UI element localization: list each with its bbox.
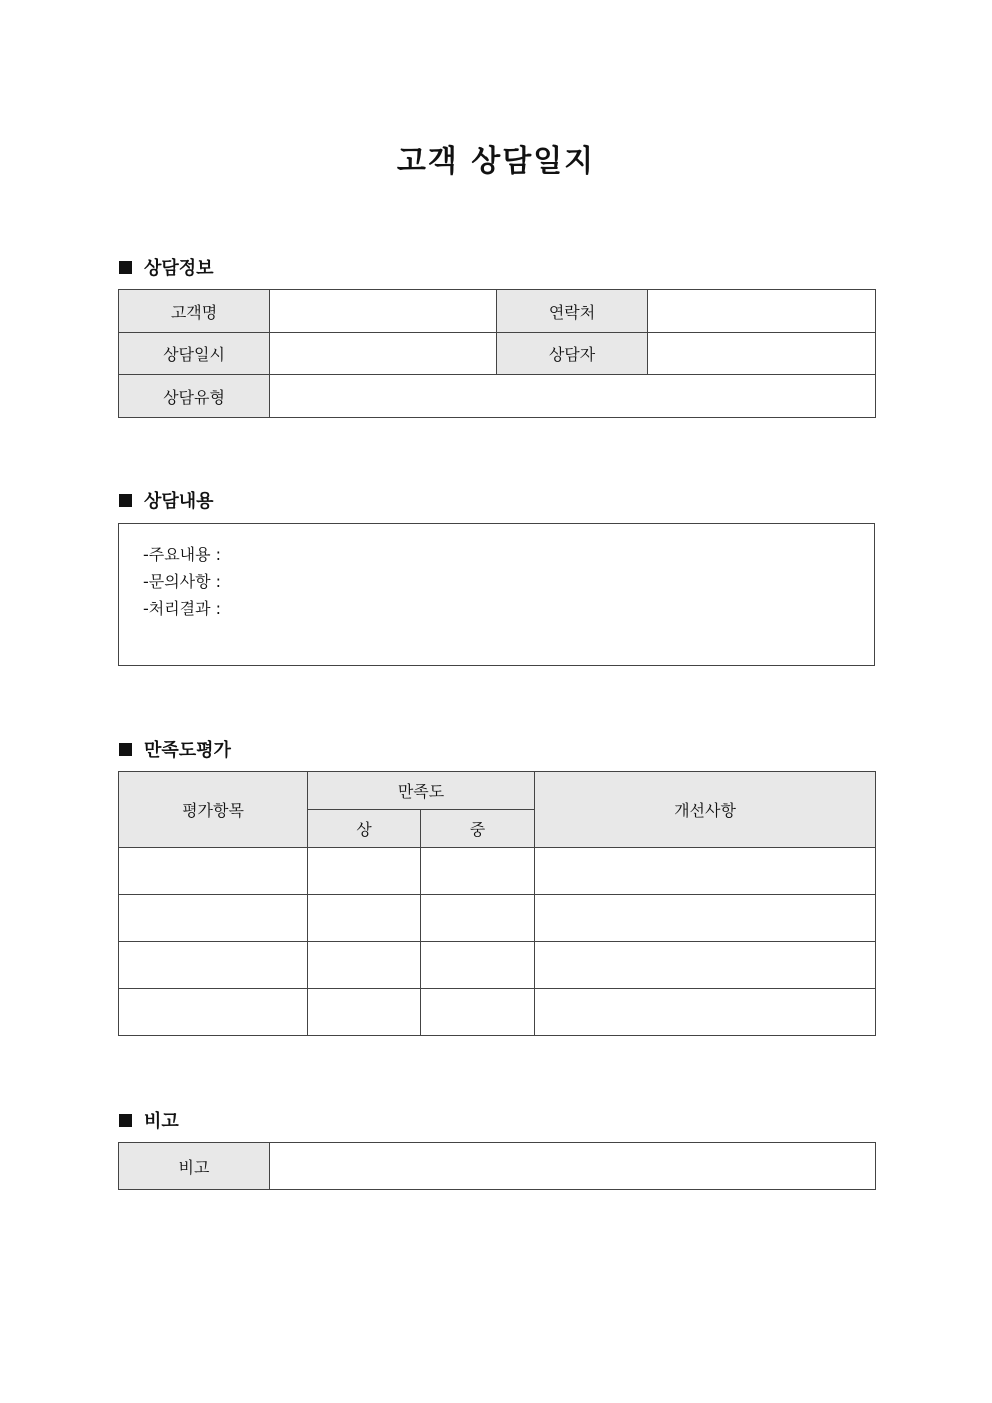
black-square-icon [119,261,132,274]
section-heading-satisfaction [119,736,231,762]
inquiry-line: -문의사항 : [143,572,222,591]
satisfaction-table [118,771,876,1036]
datetime-field[interactable] [270,333,497,375]
datetime-label: 상담일시 [119,333,270,375]
consultation-content-box[interactable] [118,523,875,666]
section-title: 만족도평가 [144,740,231,761]
improvement-cell[interactable] [535,895,876,942]
section-title: 비고 [144,1111,179,1132]
mid-cell[interactable] [421,848,535,895]
table-row [119,942,876,989]
col-header-mid: 중 [421,810,535,848]
black-square-icon [119,743,132,756]
section-title: 상담정보 [144,258,214,279]
result-line: -처리결과 : [143,599,222,618]
col-header-satisfaction: 만족도 [308,772,535,810]
section-heading-info [119,254,214,280]
section-heading-remarks [119,1107,179,1133]
type-field[interactable] [270,375,876,418]
info-table [118,289,876,418]
contact-label: 연락처 [497,290,648,333]
black-square-icon [119,1114,132,1127]
mid-cell[interactable] [421,895,535,942]
item-cell[interactable] [119,989,308,1036]
high-cell[interactable] [308,989,421,1036]
mid-cell[interactable] [421,989,535,1036]
page-title: 고객 상담일지 [396,144,596,179]
high-cell[interactable] [308,942,421,989]
col-header-improvement: 개선사항 [535,772,876,848]
high-cell[interactable] [308,848,421,895]
item-cell[interactable] [119,942,308,989]
high-cell[interactable] [308,895,421,942]
section-heading-content [119,487,214,513]
item-cell[interactable] [119,848,308,895]
improvement-cell[interactable] [535,989,876,1036]
counselor-label: 상담자 [497,333,648,375]
col-header-high: 상 [308,810,421,848]
table-row [119,848,876,895]
improvement-cell[interactable] [535,942,876,989]
table-row [119,895,876,942]
item-cell[interactable] [119,895,308,942]
table-row [119,989,876,1036]
remarks-table [118,1142,876,1190]
contact-field[interactable] [648,290,876,333]
mid-cell[interactable] [421,942,535,989]
main-content-line: -주요내용 : [143,545,222,564]
remarks-label: 비고 [119,1143,270,1190]
col-header-item: 평가항목 [119,772,308,848]
improvement-cell[interactable] [535,848,876,895]
type-label: 상담유형 [119,375,270,418]
counselor-field[interactable] [648,333,876,375]
section-title: 상담내용 [144,491,214,512]
customer-name-field[interactable] [270,290,497,333]
customer-name-label: 고객명 [119,290,270,333]
remarks-field[interactable] [270,1143,876,1190]
black-square-icon [119,494,132,507]
